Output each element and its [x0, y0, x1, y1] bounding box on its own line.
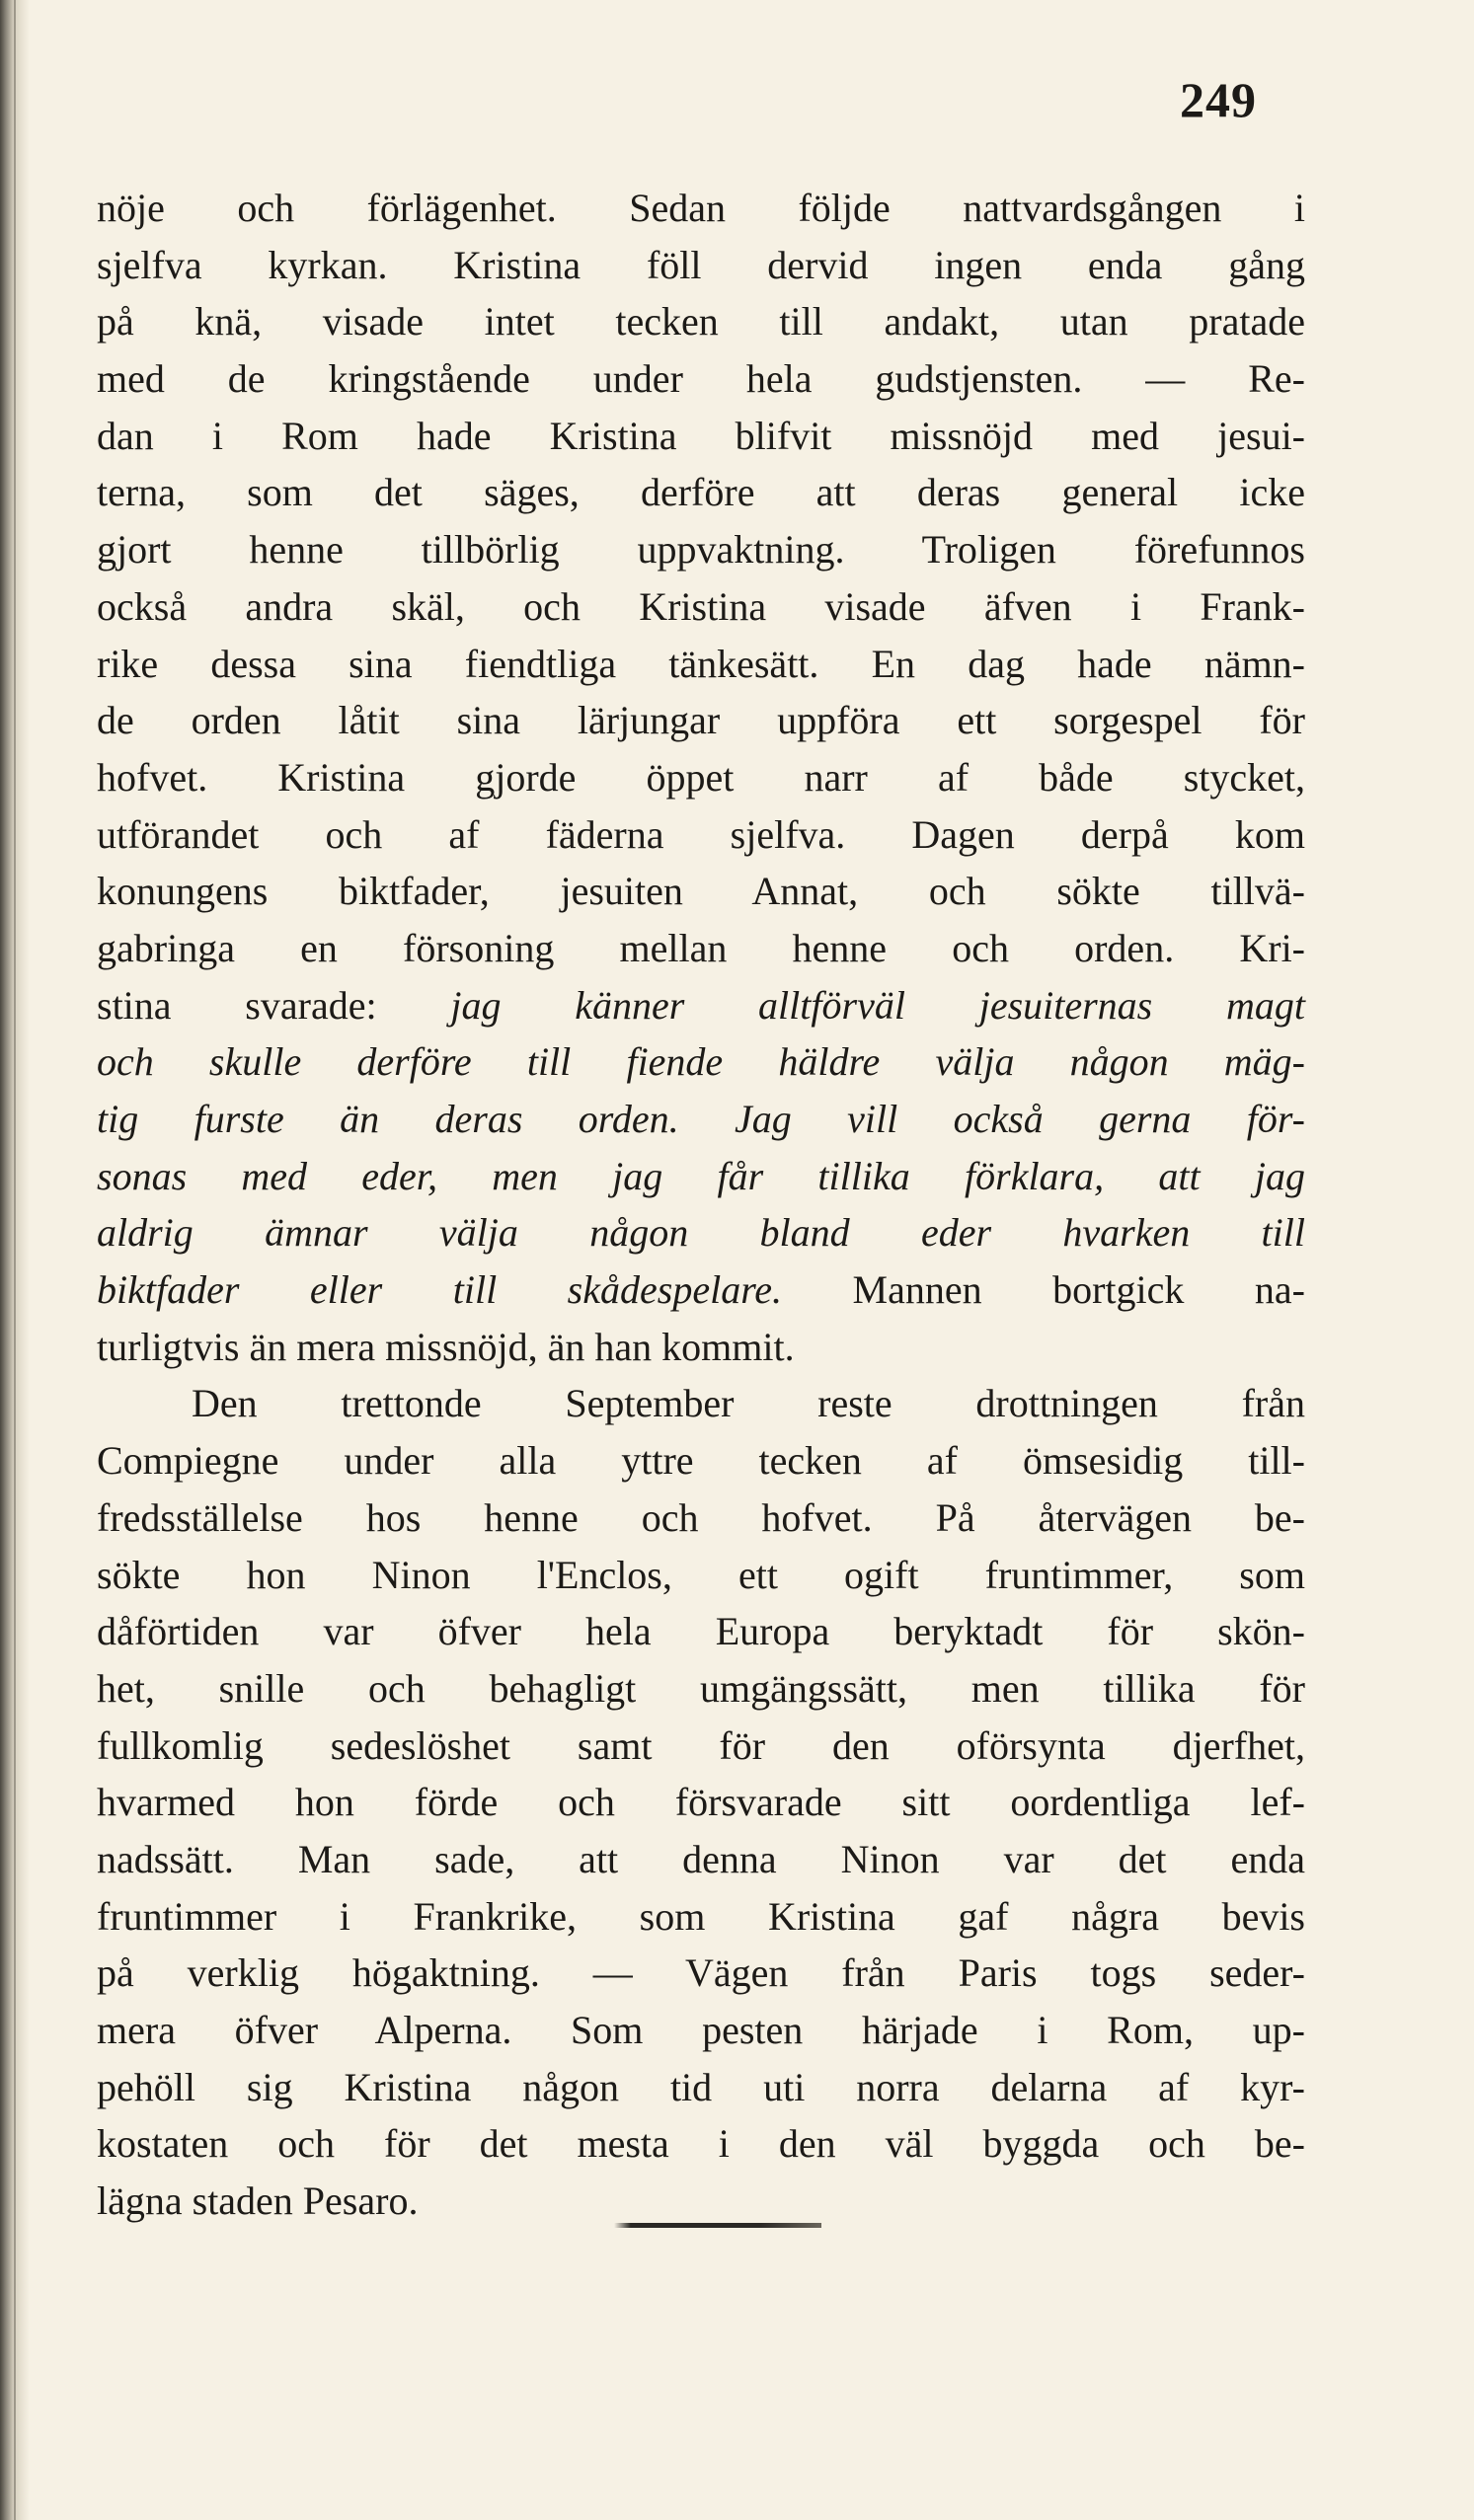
text-line: gabringa en försoning mellan henne och orden. Kri-	[97, 925, 1305, 970]
text-line: fullkomlig sedeslöshet samt för den oförsynta djerfhet,	[97, 1722, 1305, 1768]
text-line: het, snille och behagligt umgängssätt, men tillika för	[97, 1665, 1305, 1711]
text-line: också andra skäl, och Kristina visade äfven i Frank-	[97, 583, 1305, 629]
text-line: gjort henne tillbörlig uppvaktning. Troligen förefunnos	[97, 527, 1305, 573]
text-line: rike dessa sina fiendtliga tänkesätt. En dag hade nämn-	[97, 641, 1305, 686]
page-number: 249	[1180, 72, 1257, 127]
text-line: dan i Rom hade Kristina blifvit missnöjd med jesui-	[97, 413, 1305, 458]
text-line: konungens biktfader, jesuiten Annat, och sökte tillvä-	[97, 869, 1305, 914]
text-line: med de kringstående under hela gudstjensten. — Re-	[97, 356, 1305, 402]
text-line: dåförtiden var öfver hela Europa beryktadt för skön-	[97, 1609, 1305, 1654]
text-line: på verklig högaktning. — Vägen från Paris togs seder-	[97, 1950, 1305, 1996]
text-line	[97, 1033, 1305, 1091]
quoted-reply: biktfader eller till skådespelare.	[97, 1267, 783, 1313]
paragraph-end-line: turligtvis än mera missnöjd, än han kommit.	[97, 1324, 795, 1369]
text-line: nöje och förlägenhet. Sedan följde nattvardsgången i	[97, 186, 1305, 230]
text-line: hofvet. Kristina gjorde öppet narr af både stycket,	[97, 754, 1305, 800]
text-line: kostaten och för det mesta i den väl byggda och be-	[97, 2121, 1305, 2167]
text-line: mera öfver Alperna. Som pesten härjade i Rom, up-	[97, 2008, 1305, 2052]
text-line: biktfader eller till skådespelare. Mannen bortgick na-	[97, 1267, 1305, 1313]
text-line: hvarmed hon förde och försvarade sitt oordentliga lef-	[97, 1780, 1305, 1825]
quoted-reply: och skulle derföre till fiende häldre välja någon mäg-	[97, 1039, 1305, 1085]
text-line: de orden låtit sina lärjungar uppföra ett sorgespel för	[97, 698, 1305, 743]
text-line: terna, som det säges, derföre att deras general icke	[97, 470, 1305, 515]
text-line: på knä, visade intet tecken till andakt, utan pratade	[97, 299, 1305, 344]
text-line: sjelfva kyrkan. Kristina föll dervid ingen enda gång	[97, 242, 1305, 287]
text-line: sökte hon Ninon l'Enclos, ett ogift fruntimmer, som	[97, 1552, 1305, 1597]
quoted-reply: sonas med eder, men jag får tillika förklara, att jag	[97, 1153, 1305, 1198]
text-line: utförandet och af fäderna sjelfva. Dagen derpå kom	[97, 811, 1305, 857]
end-rule-divider	[614, 2223, 821, 2228]
text-line: nadssätt. Man sade, att denna Ninon var det enda	[97, 1836, 1305, 1881]
text-line: fredsställelse hos henne och hofvet. På återvägen be-	[97, 1494, 1305, 1540]
body-text	[97, 180, 1305, 2230]
text-line: fruntimmer i Frankrike, som Kristina gaf några bevis	[97, 1893, 1305, 1939]
gutter-line	[14, 0, 16, 2520]
paragraph-end-line: lägna staden Pesaro.	[97, 2178, 419, 2224]
paragraph-start-line: Den trettonde September reste drottningen från	[192, 1381, 1305, 1426]
text-line	[97, 1148, 1305, 1205]
text-line: stina svarade: jag känner alltförväl jesuiternas magt	[97, 982, 1306, 1028]
quoted-reply: aldrig ämnar välja någon bland eder hvarken till	[97, 1210, 1305, 1256]
quoted-reply: jag känner alltförväl jesuiternas magt	[450, 982, 1306, 1028]
text-line: pehöll sig Kristina någon tid uti norra delarna af kyr-	[97, 2064, 1305, 2109]
text-line: Compiegne under alla yttre tecken af ömsesidig till-	[97, 1438, 1305, 1484]
quoted-reply: tig furste än deras orden. Jag vill också gerna för-	[97, 1097, 1305, 1141]
text-line	[97, 1091, 1305, 1148]
text-line	[97, 1204, 1305, 1261]
